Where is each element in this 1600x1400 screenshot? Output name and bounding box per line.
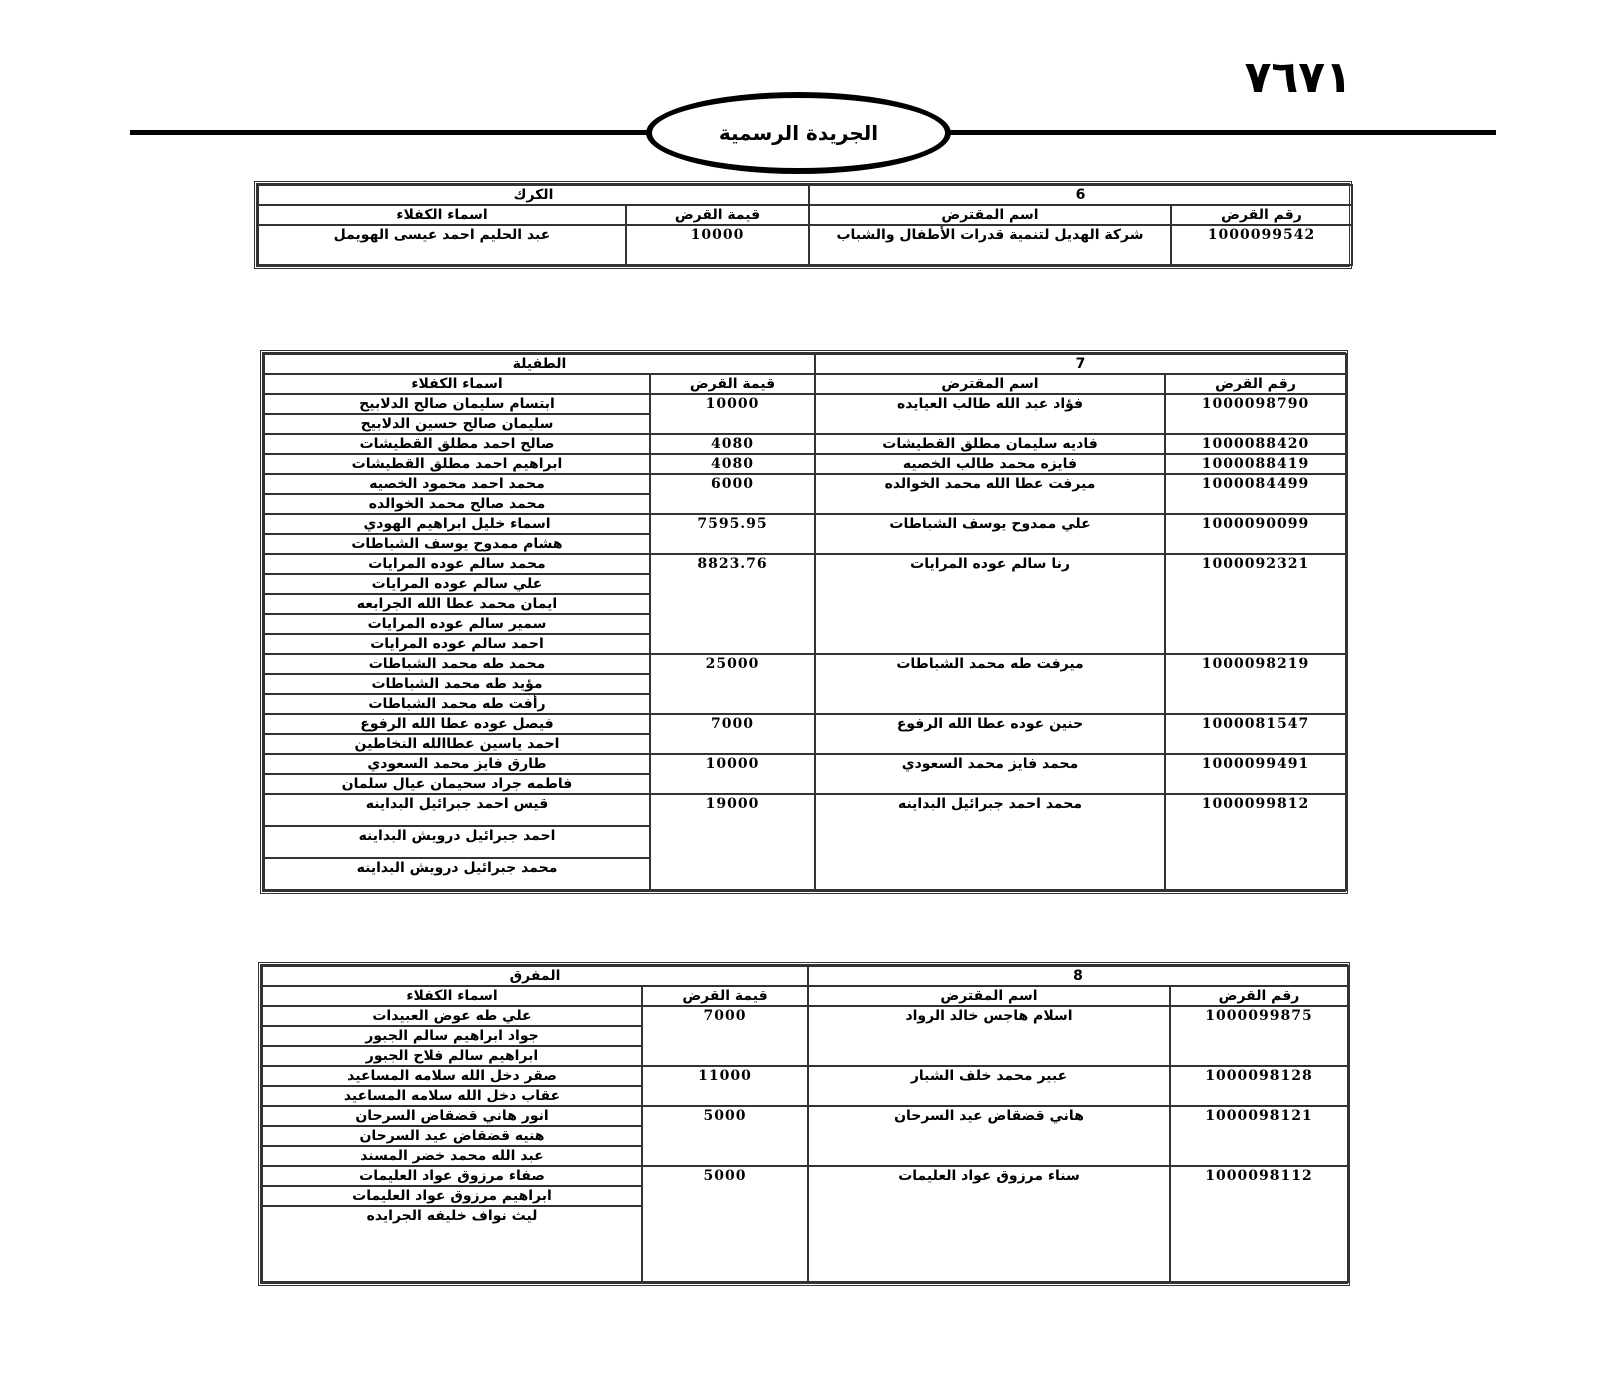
guarantor-name: محمد جبرائيل درويش البداينه <box>264 858 650 890</box>
loan-table <box>261 965 1349 1283</box>
borrower-name: رنا سالم عوده المرايات <box>815 554 1165 654</box>
loan-number: 1000098121 <box>1170 1106 1348 1166</box>
guarantor-name: عقاب دخل الله سلامه المساعيد <box>262 1086 642 1106</box>
guarantor-name: انور هاني قضقاض السرحان <box>262 1106 642 1126</box>
loan-table <box>257 184 1353 266</box>
guarantor-name: محمد سالم عوده المرايات <box>264 554 650 574</box>
table-row <box>258 225 1352 265</box>
guarantor-name: علي طه عوض العبيدات <box>262 1006 642 1026</box>
header-amount: قيمة القرض <box>626 205 809 225</box>
guarantor-name: محمد صالح محمد الخوالده <box>264 494 650 514</box>
borrower-name: فؤاد عبد الله طالب العيايده <box>815 394 1165 434</box>
loan-number: 1000098128 <box>1170 1066 1348 1106</box>
guarantor-name: محمد احمد محمود الخصيه <box>264 474 650 494</box>
guarantor-name: رأفت طه محمد الشباطات <box>264 694 650 714</box>
guarantor-name: ابراهيم مرزوق عواد العليمات <box>262 1186 642 1206</box>
borrower-name: شركة الهديل لتنمية قدرات الأطفال والشباب <box>809 225 1171 265</box>
borrower-name: ميرفت طه محمد الشباطات <box>815 654 1165 714</box>
guarantor-name: ليث نواف خليفه الجرايده <box>262 1206 642 1282</box>
table-row <box>262 1006 1348 1026</box>
header-amount: قيمة القرض <box>642 986 808 1006</box>
table-row <box>264 474 1346 494</box>
loan-number: 1000090099 <box>1165 514 1346 554</box>
guarantor-name: سليمان صالح حسين الدلابيح <box>264 414 650 434</box>
gazette-title: الجريدة الرسمية <box>718 121 879 145</box>
guarantor-name: صقر دخل الله سلامه المساعيد <box>262 1066 642 1086</box>
guarantor-name: مؤيد طه محمد الشباطات <box>264 674 650 694</box>
guarantor-name: ابراهيم سالم فلاح الجبور <box>262 1046 642 1066</box>
table-row <box>264 434 1346 454</box>
guarantor-name: عبد الحليم احمد عيسى الهويمل <box>258 225 626 265</box>
borrower-name: علي ممدوح يوسف الشباطات <box>815 514 1165 554</box>
guarantor-name: جواد ابراهيم سالم الجبور <box>262 1026 642 1046</box>
borrower-name: محمد فايز محمد السعودي <box>815 754 1165 794</box>
loan-section-8 <box>258 962 1350 1286</box>
loan-amount: 5000 <box>642 1106 808 1166</box>
table-row <box>262 1066 1348 1086</box>
borrower-name: سناء مرزوق عواد العليمات <box>808 1166 1170 1282</box>
table-row <box>264 714 1346 734</box>
section-number: 7 <box>815 354 1346 374</box>
loan-amount: 4080 <box>650 454 815 474</box>
loan-amount: 5000 <box>642 1166 808 1282</box>
loan-number: 1000098219 <box>1165 654 1346 714</box>
loan-amount: 7000 <box>650 714 815 754</box>
loan-amount: 4080 <box>650 434 815 454</box>
header-guarantors: اسماء الكفلاء <box>258 205 626 225</box>
guarantor-name: هنيه قضقاض عيد السرحان <box>262 1126 642 1146</box>
table-row <box>264 794 1346 826</box>
guarantor-name: ايمان محمد عطا الله الجرابعه <box>264 594 650 614</box>
guarantor-name: هشام ممدوح يوسف الشباطات <box>264 534 650 554</box>
loan-number: 1000099812 <box>1165 794 1346 890</box>
borrower-name: ميرفت عطا الله محمد الخوالده <box>815 474 1165 514</box>
table-row <box>262 1166 1348 1186</box>
guarantor-name: محمد طه محمد الشباطات <box>264 654 650 674</box>
loan-amount: 10000 <box>650 754 815 794</box>
guarantor-name: فاطمه جراد سحيمان عيال سلمان <box>264 774 650 794</box>
guarantor-name: ابراهيم احمد مطلق القطيشات <box>264 454 650 474</box>
guarantor-name: قيس احمد جبرائيل البداينه <box>264 794 650 826</box>
table-row <box>264 394 1346 414</box>
loan-amount: 7000 <box>642 1006 808 1066</box>
header-borrower: اسم المقترض <box>808 986 1170 1006</box>
region-name: الكرك <box>258 185 809 205</box>
header-loan-no: رقم القرض <box>1171 205 1352 225</box>
loan-number: 1000088419 <box>1165 454 1346 474</box>
header-loan-no: رقم القرض <box>1170 986 1348 1006</box>
loan-number: 1000098790 <box>1165 394 1346 434</box>
table-row <box>264 514 1346 534</box>
header-amount: قيمة القرض <box>650 374 815 394</box>
guarantor-name: صالح احمد مطلق القطيشات <box>264 434 650 454</box>
loan-amount: 10000 <box>650 394 815 434</box>
loan-number: 1000099491 <box>1165 754 1346 794</box>
header-borrower: اسم المقترض <box>809 205 1171 225</box>
section-number: 6 <box>809 185 1352 205</box>
borrower-name: اسلام هاجس خالد الرواد <box>808 1006 1170 1066</box>
loan-number: 1000098112 <box>1170 1166 1348 1282</box>
loan-amount: 7595.95 <box>650 514 815 554</box>
guarantor-name: احمد جبرائيل درويش البداينه <box>264 826 650 858</box>
table-row <box>264 754 1346 774</box>
loan-amount: 25000 <box>650 654 815 714</box>
loan-number: 1000084499 <box>1165 474 1346 514</box>
borrower-name: هاني قضقاض عيد السرحان <box>808 1106 1170 1166</box>
borrower-name: محمد احمد جبرائيل البداينه <box>815 794 1165 890</box>
header-loan-no: رقم القرض <box>1165 374 1346 394</box>
loan-amount: 19000 <box>650 794 815 890</box>
header-guarantors: اسماء الكفلاء <box>262 986 642 1006</box>
header-guarantors: اسماء الكفلاء <box>264 374 650 394</box>
guarantor-name: فيصل عوده عطا الله الرفوع <box>264 714 650 734</box>
header-rule-right <box>946 130 1496 135</box>
guarantor-name: ابتسام سليمان صالح الدلابيح <box>264 394 650 414</box>
region-name: الطفيلة <box>264 354 815 374</box>
borrower-name: عبير محمد خلف الشبار <box>808 1066 1170 1106</box>
gazette-title-oval <box>646 92 951 174</box>
loan-amount: 11000 <box>642 1066 808 1106</box>
guarantor-name: سمير سالم عوده المرايات <box>264 614 650 634</box>
guarantor-name: احمد ياسين عطاالله النخاطين <box>264 734 650 754</box>
loan-table <box>263 353 1347 891</box>
loan-number: 1000099875 <box>1170 1006 1348 1066</box>
table-row <box>264 554 1346 574</box>
table-row <box>264 454 1346 474</box>
loan-amount: 8823.76 <box>650 554 815 654</box>
borrower-name: حنين عوده عطا الله الرفوع <box>815 714 1165 754</box>
guarantor-name: عبد الله محمد خضر المسند <box>262 1146 642 1166</box>
borrower-name: فايزه محمد طالب الخصيه <box>815 454 1165 474</box>
guarantor-name: صفاء مرزوق عواد العليمات <box>262 1166 642 1186</box>
loan-section-7 <box>260 350 1348 894</box>
guarantor-name: احمد سالم عوده المرايات <box>264 634 650 654</box>
borrower-name: فاديه سليمان مطلق القطيشات <box>815 434 1165 454</box>
guarantor-name: اسماء خليل ابراهيم الهودي <box>264 514 650 534</box>
guarantor-name: علي سالم عوده المرايات <box>264 574 650 594</box>
loan-section-6 <box>254 181 1352 269</box>
loan-amount: 6000 <box>650 474 815 514</box>
page-number: ٧٦٧١ <box>1244 52 1352 103</box>
loan-number: 1000099542 <box>1171 225 1352 265</box>
guarantor-name: طارق فايز محمد السعودي <box>264 754 650 774</box>
loan-number: 1000088420 <box>1165 434 1346 454</box>
table-row <box>262 1106 1348 1126</box>
header-rule-left <box>130 130 650 135</box>
table-row <box>264 654 1346 674</box>
header-borrower: اسم المقترض <box>815 374 1165 394</box>
section-number: 8 <box>808 966 1348 986</box>
loan-number: 1000081547 <box>1165 714 1346 754</box>
region-name: المفرق <box>262 966 808 986</box>
loan-amount: 10000 <box>626 225 809 265</box>
loan-number: 1000092321 <box>1165 554 1346 654</box>
